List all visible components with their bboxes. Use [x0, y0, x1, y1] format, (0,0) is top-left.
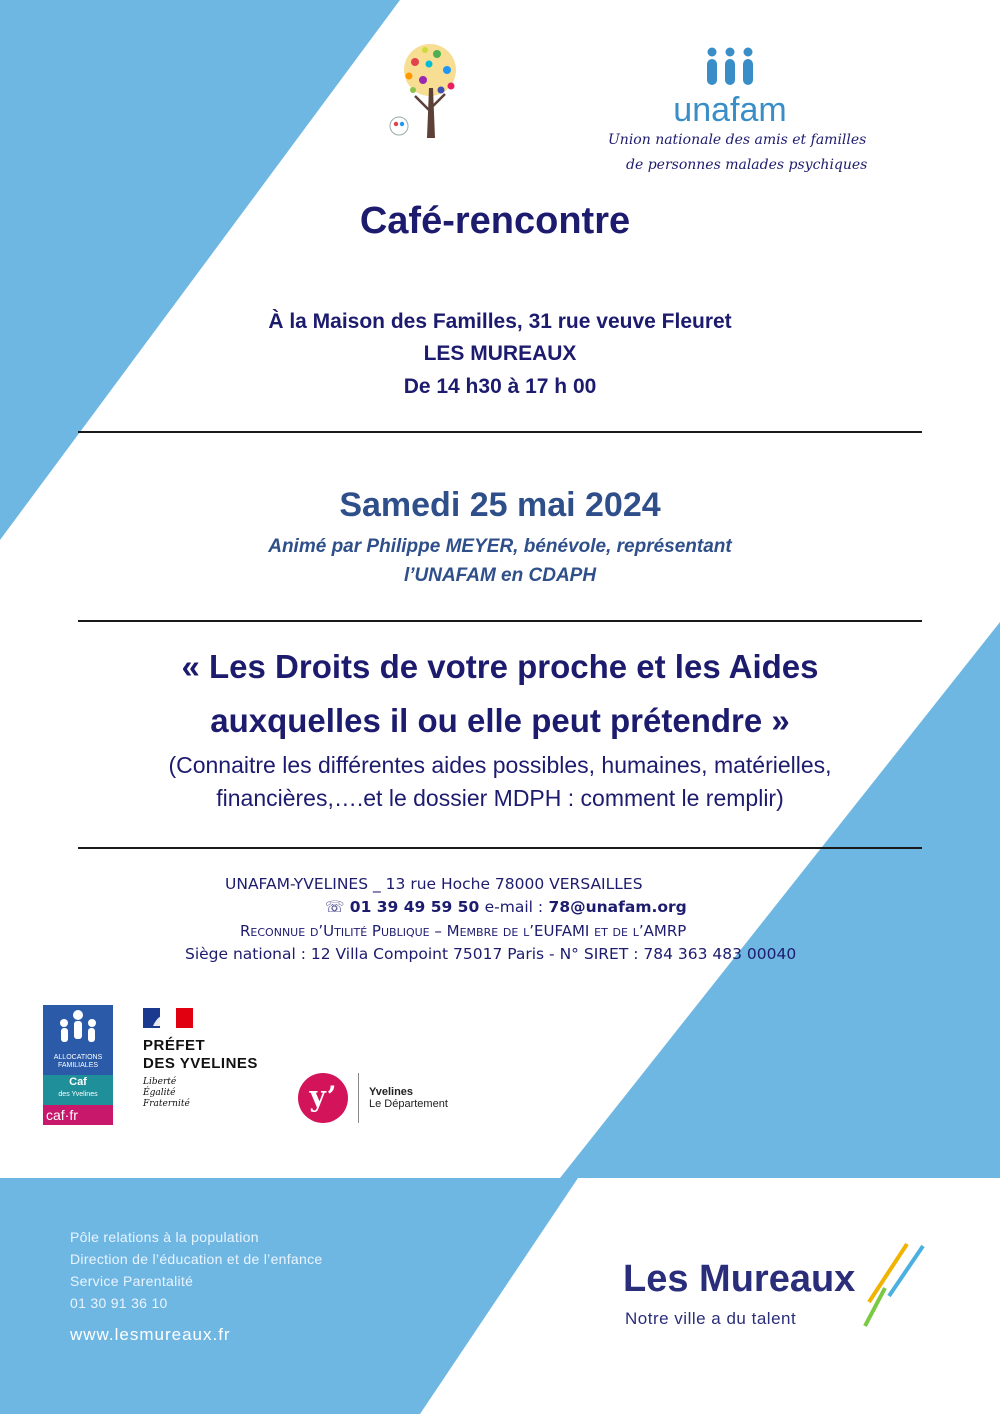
host-line-2: l’UNAFAM en CDAPH: [403, 565, 597, 586]
footer-website[interactable]: www.lesmureaux.fr: [70, 1325, 231, 1344]
phone-icon: ☏: [325, 898, 345, 916]
contact-address: UNAFAM-YVELINES _ 13 rue Hoche 78000 VERSAILLES: [225, 875, 643, 893]
yvelines-logo: [298, 1073, 448, 1123]
subtopic-line-1: (Connaitre les différentes aides possibles, humaines, matérielles,: [168, 752, 832, 778]
caf-family-icon: [52, 1007, 104, 1049]
prefet-line-2: DES YVELINES: [143, 1055, 258, 1072]
prefet-logo: [143, 1008, 258, 1110]
yvelines-sub: Le Département: [369, 1098, 448, 1110]
contact-phone[interactable]: 01 39 49 59 50: [349, 898, 480, 916]
unafam-tagline-2: de personnes malades psychiques: [626, 157, 868, 173]
footer-line-1: Pôle relations à la population: [70, 1229, 259, 1245]
unafam-people-icon: [695, 45, 765, 90]
footer-phone: 01 30 91 36 10: [70, 1295, 168, 1311]
caf-top-panel: [43, 1005, 113, 1075]
prefet-line-1: PRÉFET: [143, 1037, 206, 1054]
host-line-1: Animé par Philippe MEYER, bénévole, représentant: [268, 536, 732, 557]
event-time: De 14 h30 à 17 h 00: [403, 375, 597, 398]
motto-1: Liberté: [143, 1077, 177, 1087]
unafam-tagline-1: Union nationale des amis et familles: [608, 132, 867, 148]
motto-2: Égalité: [143, 1088, 176, 1098]
email-label: e-mail :: [484, 898, 544, 916]
marianne-flag-icon: [143, 1008, 193, 1028]
les-mureaux-swoosh-icon: [845, 1240, 925, 1330]
yvelines-mark: y’: [298, 1073, 348, 1123]
siege-line: Siège national : 12 Villa Compoint 75017 Paris - N° SIRET : 784 363 483 00040: [185, 945, 797, 963]
caf-site: caf·fr: [43, 1105, 113, 1125]
yvelines-text: [369, 1086, 448, 1110]
les-mureaux-slogan: Notre ville a du talent: [625, 1309, 797, 1328]
venue-city: LES MUREAUX: [423, 342, 577, 365]
event-date: Samedi 25 mai 2024: [339, 486, 661, 524]
divider-3: [78, 847, 922, 849]
caf-line-2: FAMILIALES: [57, 1062, 99, 1069]
page-title: Café-rencontre: [359, 200, 631, 242]
caf-name: Caf: [69, 1076, 87, 1088]
subtopic-line-2: financières,….et le dossier MDPH : comment le remplir): [216, 785, 784, 811]
caf-logo: [43, 1005, 113, 1125]
divider-2: [78, 620, 922, 622]
recognition-line: Reconnue d’Utilité Publique – Membre de l’EUFAMI et de l’AMRP: [240, 922, 687, 940]
unafam-logo: [650, 45, 810, 127]
caf-line-1: ALLOCATIONS: [53, 1054, 103, 1061]
venue-address: À la Maison des Familles, 31 rue veuve Fleuret: [268, 310, 732, 333]
topic-line-2: auxquelles il ou elle peut prétendre »: [210, 702, 790, 739]
yvelines-separator: [358, 1073, 359, 1123]
caf-region: des Yvelines: [58, 1091, 98, 1098]
footer-line-2: Direction de l’éducation et de l’enfance: [70, 1251, 323, 1267]
contact-email[interactable]: 78@unafam.org: [548, 898, 687, 916]
les-mureaux-brand: Les Mureaux: [623, 1258, 856, 1300]
yvelines-name: Yvelines: [369, 1086, 414, 1098]
divider-1: [78, 431, 922, 433]
contact-phone-line: [325, 898, 687, 916]
topic-line-1: « Les Droits de votre proche et les Aides: [181, 648, 819, 685]
caf-mid-panel: [43, 1075, 113, 1105]
top-left-triangle: [0, 0, 400, 540]
tree-logo: [385, 40, 475, 145]
motto-3: Fraternité: [143, 1099, 190, 1109]
footer-line-3: Service Parentalité: [70, 1273, 194, 1289]
unafam-wordmark: unafam: [673, 91, 787, 129]
